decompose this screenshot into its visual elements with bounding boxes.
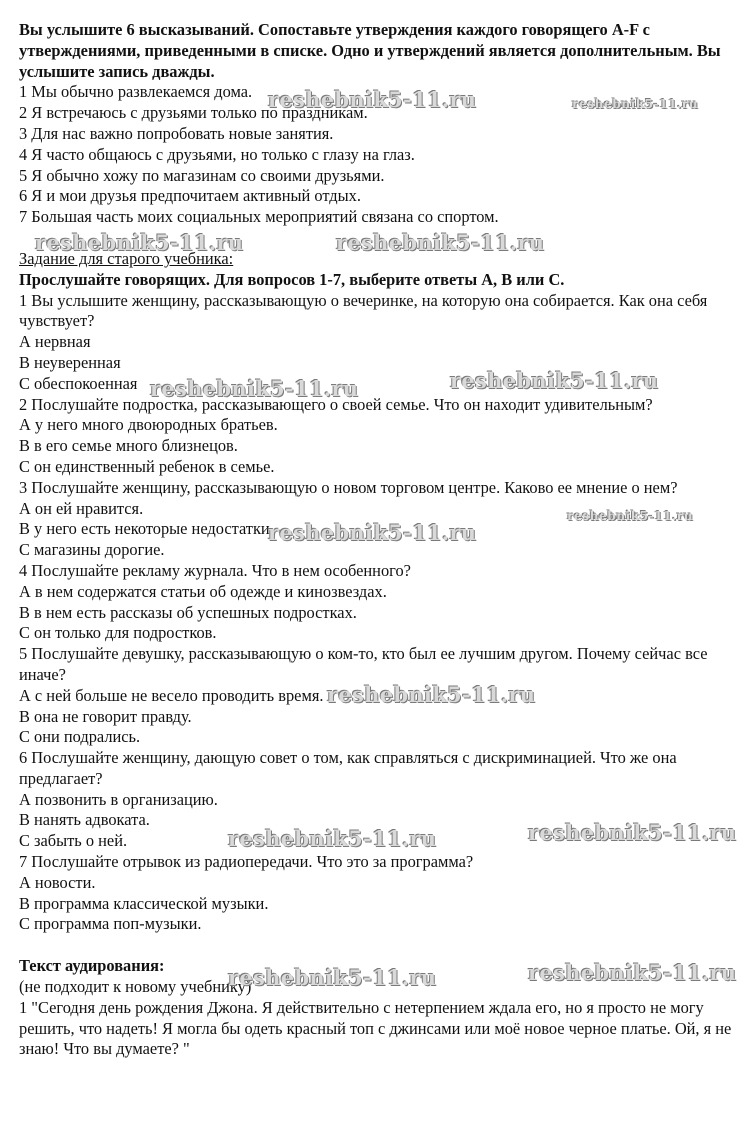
statement-1: 1 Мы обычно развлекаемся дома. [19,82,253,102]
statement-2: 2 Я встречаюсь с друзьями только по праздникам. [19,103,368,123]
question-1-option-b: В неуверенная [19,352,121,372]
watermark: reshebnik5-11.ru [567,508,693,523]
question-7-option-b: В программа классической музыки. [19,893,269,913]
question-3-option-b: В у него есть некоторые недостатки. [19,519,274,539]
question-4-option-b: В в нем есть рассказы об успешных подростках. [19,602,357,622]
question-5-option-c: С они подрались. [19,727,141,747]
watermark: reshebnik5-11.ru [268,87,477,112]
question-1: 1 Вы услышите женщину, рассказывающую о вечеринке, на которую она собирается. Как она себя чувствует? [19,290,708,331]
question-1-option-a: А нервная [19,332,91,352]
question-7-option-a: А новости. [19,872,96,892]
question-2: 2 Послушайте подростка, рассказывающего о своей семье. Что он находит удивительным? [19,394,653,414]
question-2-option-a: А у него много двоюродных братьев. [19,415,278,435]
question-6-option-b: В нанять адвоката. [19,810,150,830]
watermark: reshebnik5-11.ru [336,230,545,255]
watermark: reshebnik5-11.ru [450,368,659,393]
question-7: 7 Послушайте отрывок из радиопередачи. Что это за программа? [19,852,474,872]
transcript-heading: Текст аудирования: [19,956,165,976]
transcript-paragraph: 1 "Сегодня день рождения Джона. Я действительно с нетерпением ждала его, но я просто не могу решить, что надеть! Я могла бы одеть красный топ с джинсами или моё новое черное платье. Ой, я не знаю! Что вы думаете? " [19,997,732,1059]
watermark: reshebnik5-11.ru [228,965,437,990]
question-7-option-c: С программа поп-музыки. [19,914,202,934]
statement-5: 5 Я обычно хожу по магазинам со своими друзьями. [19,165,385,185]
watermark: reshebnik5-11.ru [327,682,536,707]
question-6-option-c: С забыть о ней. [19,831,128,851]
question-5-option-a: А с ней больше не весело проводить время. [19,685,324,705]
question-6-option-a: А позвонить в организацию. [19,789,218,809]
question-3-option-c: С магазины дорогие. [19,540,165,560]
watermark: reshebnik5-11.ru [572,96,698,111]
watermark: reshebnik5-11.ru [35,230,244,255]
transcript-note: (не подходит к новому учебнику) [19,977,252,997]
watermark: reshebnik5-11.ru [268,520,477,545]
question-1-option-c: С обеспокоенная [19,373,138,393]
watermark: reshebnik5-11.ru [228,826,437,851]
statement-7: 7 Большая часть моих социальных мероприятий связана со спортом. [19,207,499,227]
question-3: 3 Послушайте женщину, рассказывающую о новом торговом центре. Каково ее мнение о нем? [19,477,678,497]
watermark: reshebnik5-11.ru [528,960,737,985]
task1-heading: Вы услышите 6 высказываний. Сопоставьте утверждения каждого говорящего A-F с утверждениями, приведенными в списке. Одно и утверждений является дополнительным. Вы услышите запись дважды. [19,20,721,81]
question-3-option-a: А он ей нравится. [19,498,144,518]
statement-6: 6 Я и мои друзья предпочитаем активный отдых. [19,186,361,206]
statement-3: 3 Для нас важно попробовать новые занятия. [19,123,334,143]
question-5: 5 Послушайте девушку, рассказывающую о ком-то, кто был ее лучшим другом. Почему сейчас все иначе? [19,644,708,684]
old-task-heading: Прослушайте говорящих. Для вопросов 1-7, выберите ответы А, В или С. [19,269,565,289]
question-4-option-c: С он только для подростков. [19,623,217,643]
old-task-label: Задание для старого учебника: [19,248,234,268]
question-2-option-b: В в его семье много близнецов. [19,436,238,456]
statement-4: 4 Я часто общаюсь с друзьями, но только с глазу на глаз. [19,144,415,164]
watermark: reshebnik5-11.ru [528,820,737,845]
question-2-option-c: С он единственный ребенок в семье. [19,456,275,476]
question-4-option-a: А в нем содержатся статьи об одежде и кинозвездах. [19,581,387,601]
question-4: 4 Послушайте рекламу журнала. Что в нем особенного? [19,560,411,580]
watermark: reshebnik5-11.ru [150,376,359,401]
question-6: 6 Послушайте женщину, дающую совет о том, как справляться с дискриминацией. Что же она предлагает? [19,748,677,788]
question-5-option-b: В она не говорит правду. [19,706,192,726]
